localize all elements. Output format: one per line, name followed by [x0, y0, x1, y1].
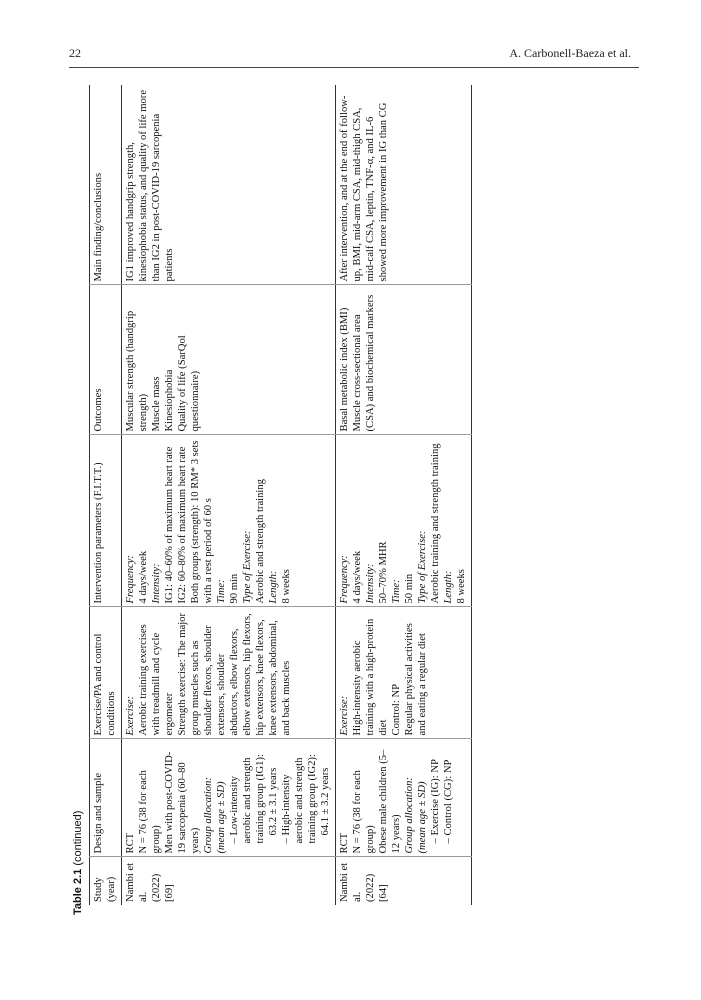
cell-line: 90 min	[229, 573, 240, 604]
cell-study: Nambi et al. (2022) [69]	[125, 862, 175, 902]
cell-line: Group allocation:	[404, 777, 415, 854]
cell-line: Exercise:	[125, 695, 136, 736]
cell-line: (mean age ± SD)	[417, 781, 428, 854]
cell-findings: After intervention, and at the end of follow-up, BMI, mid-arm CSA, mid-thigh CSA, mid-calf CSA, leptin, TNF-α, and IL-6 showed more improvement in IG than CG	[336, 85, 472, 285]
cell-line: Time:	[216, 579, 227, 604]
table-caption	[72, 811, 84, 915]
cell-exercise	[336, 607, 472, 739]
cell-line: Both groups (strength): 10 RM* 3 sets with a rest period of 60 s	[190, 440, 214, 604]
cell-parameters	[336, 435, 472, 607]
cell-line: Intensity:	[365, 563, 376, 604]
table-body	[122, 85, 472, 905]
header-findings: Main finding/conclusions	[90, 85, 122, 285]
cell-line: Type of Exercise:	[242, 530, 253, 604]
cell-line: (mean age ± SD)	[216, 781, 227, 854]
cell-line: Aerobic training and strength training	[430, 443, 441, 604]
cell-line: – Low-intensity aerobic and strength training group (IG1):	[229, 754, 266, 844]
results-table	[89, 85, 472, 905]
cell-study: Nambi et al. (2022) [64]	[339, 862, 389, 902]
cell-line: RCT	[125, 832, 136, 854]
running-head: A. Carbonell-Baeza et al.	[509, 46, 631, 60]
cell-line: Basal metabolic index (BMI)	[339, 307, 350, 432]
cell-line: 4 days/week	[138, 550, 149, 604]
cell-exercise	[122, 607, 336, 739]
cell-line: Frequency:	[125, 555, 136, 604]
cell-line: 50 min	[404, 573, 415, 604]
table-header-row	[90, 85, 122, 905]
cell-design	[122, 739, 336, 857]
cell-line: Exercise:	[339, 695, 350, 736]
cell-line: Muscular strength (handgrip strength)	[125, 310, 149, 432]
page-number: 22	[69, 46, 81, 60]
cell-line: Muscle mass	[151, 376, 162, 432]
cell-line: Strength exercise: The major group muscles such as shoulder flexors, shoulder extensors, shoulder abductors, elbow flexors, elbow extensors, hip flexors, hip extensors, knee flexors, knee extensors, abdominal, and back muscles	[177, 613, 292, 736]
cell-line: 63.2 ± 3.1 years	[268, 767, 279, 836]
cell-line: – High-intensity aerobic and strength training group (IG2):	[281, 754, 318, 844]
table-row	[336, 85, 472, 905]
table-rotated-container	[89, 85, 519, 905]
cell-line: IG2: 60–80% of maximum heart rate	[177, 446, 188, 604]
cell-line: N = 76 (38 for each group)	[352, 770, 376, 854]
cell-outcomes	[122, 285, 336, 435]
cell-line: 8 weeks	[456, 569, 467, 604]
cell-line: Obese male children (5–12 years)	[378, 749, 402, 854]
cell-line: Men with post-COVID-19 sarcopenia (60–80 years)	[164, 751, 201, 854]
header-rule	[69, 67, 639, 68]
table-row	[122, 85, 336, 905]
header-exercise: Exercise/PA and control conditions	[90, 607, 122, 739]
cell-line: Quality of life (SarQol questionnaire)	[177, 335, 201, 432]
cell-line: RCT	[339, 832, 350, 854]
header-study: Study (year)	[93, 876, 117, 902]
cell-line: Kinesiophobia	[164, 369, 175, 432]
cell-line: Regular physical activities and eating a regular diet	[404, 623, 428, 736]
cell-line: Aerobic and strength training	[255, 479, 266, 604]
cell-outcomes	[336, 285, 472, 435]
cell-line: Intensity:	[151, 563, 162, 604]
cell-design	[336, 739, 472, 857]
table-label: Table 2.1	[72, 868, 84, 915]
table-continued: (continued)	[72, 810, 84, 866]
cell-line: High-intensity aerobic training with a high-protein diet	[352, 618, 389, 736]
cell-line: Length:	[268, 570, 279, 604]
cell-line: Type of Exercise:	[417, 530, 428, 604]
cell-parameters	[122, 435, 336, 607]
cell-line: IG1: 40–60% of maximum heart rate	[164, 446, 175, 604]
cell-line: Length:	[443, 570, 454, 604]
cell-line: 8 weeks	[281, 569, 292, 604]
header-design: Design and sample	[90, 739, 122, 857]
cell-line: Group allocation:	[203, 777, 214, 854]
cell-line: Aerobic training exercises with treadmill and cycle ergometer	[138, 624, 175, 736]
cell-line: – Exercise (IG): NP	[430, 759, 441, 844]
cell-line: 4 days/week	[352, 550, 363, 604]
cell-line: – Control (CG): NP	[443, 759, 454, 844]
cell-line: N = 76 (38 for each group)	[138, 770, 162, 854]
cell-line: 50–70% MHR	[378, 541, 389, 604]
cell-line: Muscle cross-sectional area (CSA) and biochemical markers	[352, 294, 376, 432]
header-parameters: Intervention parameters (F.I.T.T.)	[90, 435, 122, 607]
cell-line: 64.1 ± 3.2 years	[320, 767, 331, 836]
cell-line: Control: NP	[391, 683, 402, 736]
cell-line: Frequency:	[339, 555, 350, 604]
header-outcomes: Outcomes	[90, 285, 122, 435]
cell-line: Time:	[391, 579, 402, 604]
cell-findings: IG1 improved handgrip strength, kinesiophobia status, and quality of life more than IG2 in post-COVID-19 sarcopenia patients	[122, 85, 336, 285]
